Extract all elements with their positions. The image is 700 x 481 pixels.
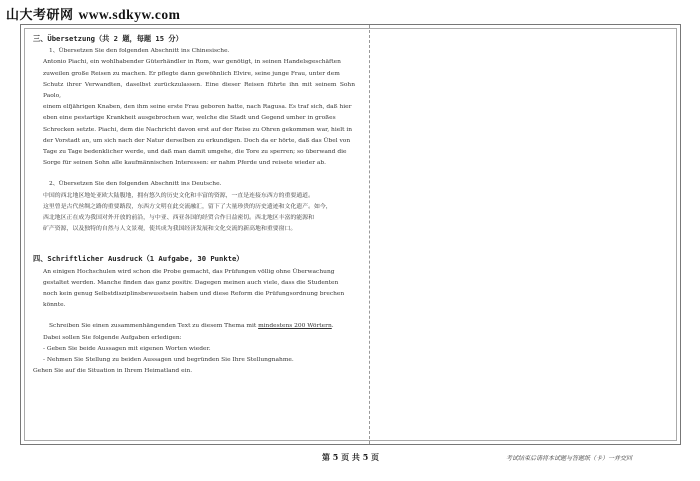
- q2-heading: 2、Übersetzen Sie den folgenden Abschnitt ins Deutsche.: [49, 181, 222, 188]
- q2-line: 矿产资源，以及独特的自然与人文景观，使其成为我国经济发展和文化交流的新高地和重要窗口。: [43, 226, 297, 233]
- task-item-last: Gehen Sie auf die Situation in Ihrem Heimatland ein.: [33, 368, 193, 375]
- question1: [43, 46, 355, 169]
- task-prefix: Schreiben Sie einen zusammenhängenden Text zu diesem Thema mit: [49, 323, 259, 330]
- q1-line: zuweilen große Reisen zu machen. Er pflegte dann gewöhnlich Elvire, seine junge Frau, unter dem: [43, 70, 340, 77]
- footer-note: 考试结束后请将本试题与答题纸（卡）一并交回: [506, 455, 633, 462]
- q1-line: Antonio Piachi, ein wohlhabender Güterhändler in Rom, war genötigt, in seinen Handelsgeschäften: [43, 59, 341, 66]
- q1-line: eben eine pestartige Krankheit ausgebrochen war, welche die Stadt und Gegend umher in großes: [43, 115, 336, 122]
- exam-page-frame: [20, 24, 681, 445]
- q1-line: Schutz ihrer Verwandten, daselbst zurückzulassen. Eine dieser Reisen führte ihn mit seinem Sohn Paolo,: [43, 81, 355, 100]
- s4-intro-line: gestaltet werden. Manche finden das ganz positiv. Dagegen meinen auch viele, dass die Studenten: [43, 279, 339, 286]
- question2: [43, 179, 355, 235]
- q2-line: 这里曾是古代丝绸之路的重要路段，东西方文明在此交流融汇，留下了大量珍贵的历史遗迹和文化遗产。如今，: [43, 203, 332, 210]
- q2-line: 中国的西北地区地处亚欧大陆腹地，拥有悠久的历史文化和丰富的资源，一直是连接东西方的重要通道。: [43, 192, 314, 199]
- task-line1: [43, 321, 355, 332]
- s4-intro-line: könnte.: [43, 302, 66, 309]
- section4-intro: [43, 267, 355, 312]
- s4-intro-line: noch kein genug Selbstdisziplinsbewusstsein haben und diese Reform die Prüfungsordnung brechen: [43, 291, 345, 298]
- q1-line: Schrecken setzte. Piachi, dem die Nachricht davon erst auf der Reise zu Ohren gekommen war, hielt in: [43, 126, 352, 133]
- section4-task: [43, 321, 355, 366]
- q1-heading: 1、Übersetzen Sie den folgenden Abschnitt ins Chinesische.: [49, 48, 230, 55]
- left-column: [33, 33, 355, 377]
- watermark-url: www.sdkyw.com: [78, 7, 181, 22]
- watermark-cn: 山大考研网: [6, 8, 74, 23]
- q2-line: 西北地区正在成为我国对外开放的前沿，与中亚、西亚各国的经贸合作日益密切。西北地区丰富的能源和: [43, 215, 314, 222]
- watermark-logo: [6, 4, 180, 23]
- column-divider: [369, 25, 370, 444]
- page-number: 第 5 页 共 5 页: [322, 452, 380, 462]
- section3-title: 三、Übersetzung（共 2 题，每题 15 分）: [33, 34, 183, 43]
- task-word-count: mindestens 200 Wörtern: [258, 323, 332, 330]
- q1-line: der Vorstadt an, um sich nach der Natur derselben zu erkundigen. Doch da er hörte, daß das Übel von: [43, 137, 351, 144]
- s4-intro-line: An einigen Hochschulen wird schon die Probe gemacht, das Prüfungen völlig ohne Überwachung: [43, 268, 335, 275]
- section4-title: 四、Schriftlicher Ausdruck（1 Aufgabe, 30 Punkte）: [33, 254, 244, 264]
- q1-line: Tage zu Tage bedenklicher werde, und daß man damit umgehe, die Tore zu sperren; so überwand die: [43, 149, 347, 156]
- task-suffix: .: [331, 323, 334, 330]
- task-item: - Nehmen Sie Stellung zu beiden Aussagen und begründen Sie Ihre Stellungnahme.: [43, 357, 294, 364]
- task-item: - Geben Sie beide Aussagen mit eigenen Worten wieder.: [43, 345, 211, 352]
- q1-line: einem elfjährigen Knaben, den ihm seine erste Frau geboren hatte, nach Ragusa. Es traf sich, daß hier: [43, 104, 352, 111]
- q1-line: Sorge für seinen Sohn alle kaufmännischen Interessen: er nahm Pferde und reisete wieder ab.: [43, 160, 327, 167]
- task-line2: Dabei sollen Sie folgende Aufgaben erledigen:: [43, 334, 182, 341]
